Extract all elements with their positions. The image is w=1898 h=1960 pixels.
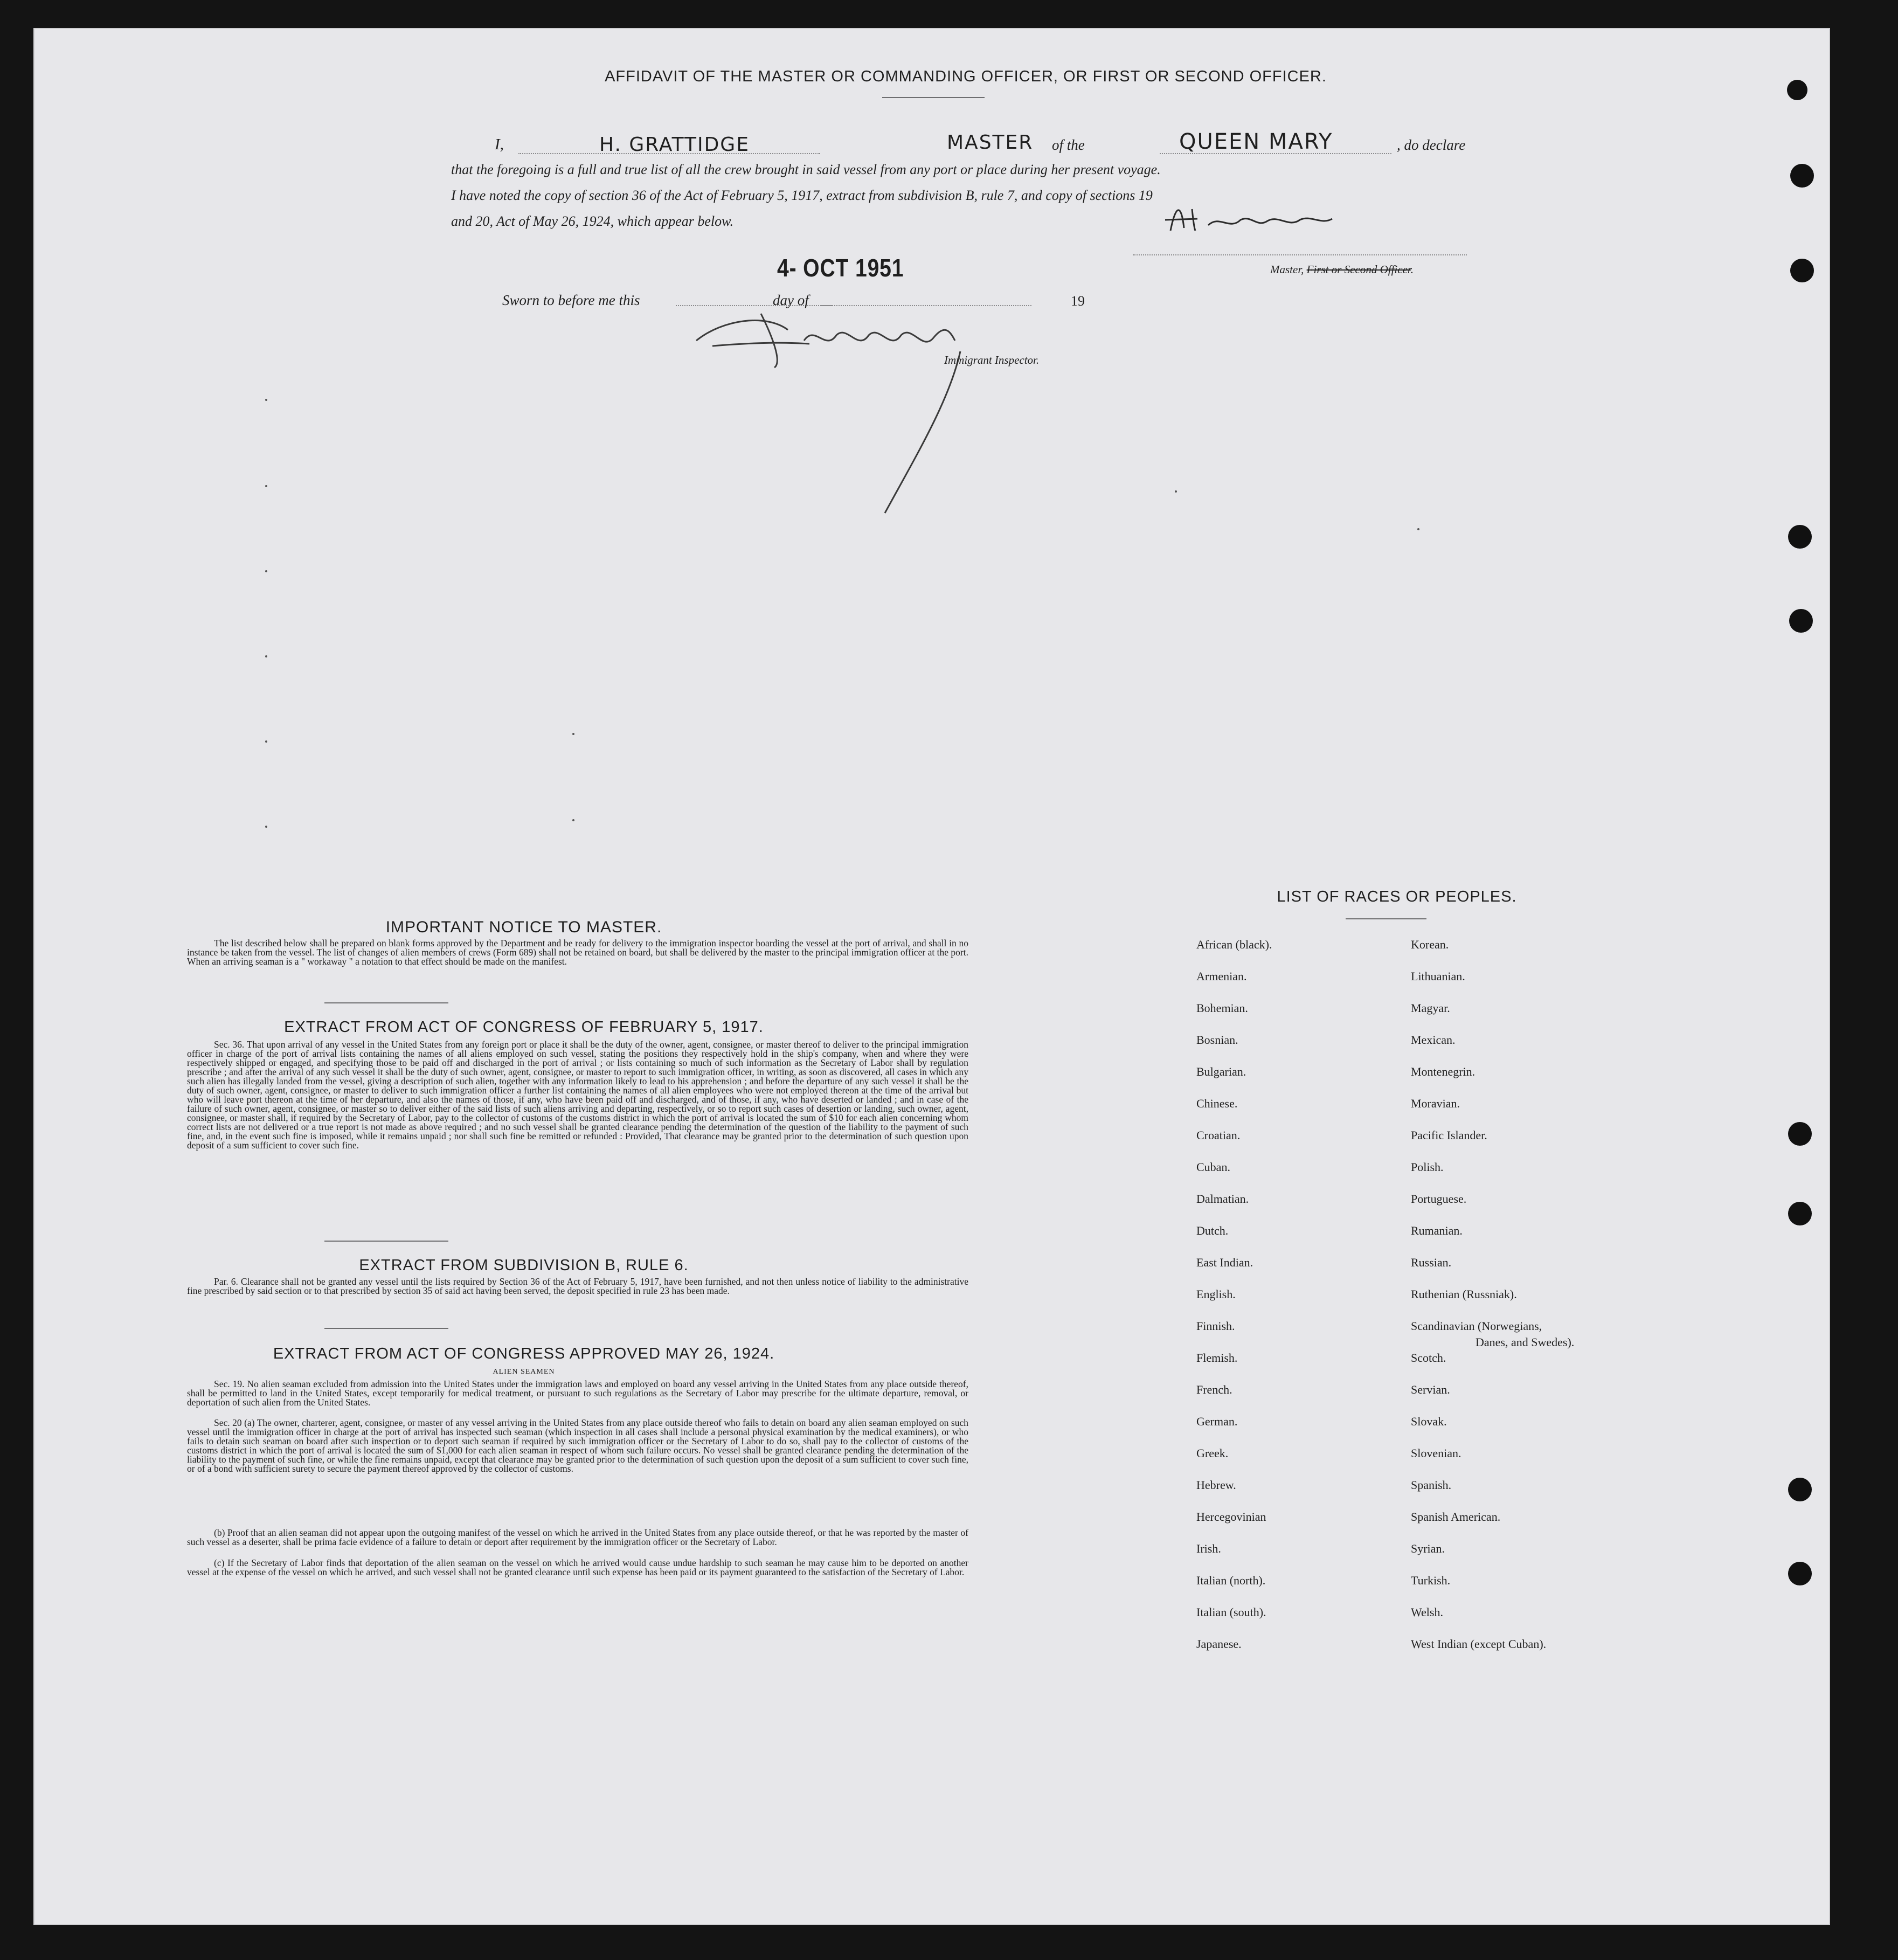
- race-scandinavian-cont: Danes, and Swedes).: [1476, 1335, 1575, 1349]
- speck: [265, 740, 267, 743]
- race-item: Pacific Islander.: [1411, 1128, 1487, 1142]
- race-item: Japanese.: [1196, 1637, 1242, 1651]
- race-item: Bosnian.: [1196, 1033, 1238, 1047]
- races-title: LIST OF RACES OR PEOPLES.: [1277, 888, 1517, 905]
- race-item: Flemish.: [1196, 1351, 1238, 1365]
- speck: [265, 485, 267, 487]
- race-item: Russian.: [1411, 1256, 1452, 1269]
- speck: [265, 655, 267, 657]
- of-the: of the: [1052, 137, 1085, 153]
- race-item: Irish.: [1196, 1542, 1221, 1555]
- race-item: Italian (north).: [1196, 1574, 1266, 1587]
- year-prefix: 19: [1071, 293, 1085, 309]
- race-item: Dalmatian.: [1196, 1192, 1249, 1206]
- punch-hole: [1788, 1478, 1812, 1501]
- sworn-prefix: Sworn to before me this: [502, 292, 640, 308]
- document-page: [33, 28, 1830, 1925]
- race-item: Lithuanian.: [1411, 969, 1465, 983]
- race-item: Armenian.: [1196, 969, 1247, 983]
- race-item: Rumanian.: [1411, 1224, 1463, 1237]
- day-of: day of: [773, 292, 809, 308]
- race-item: Ruthenian (Russniak).: [1411, 1287, 1517, 1301]
- race-item: Scandinavian (Norwegians,: [1411, 1319, 1542, 1333]
- extract-1924-sec19: Sec. 19. No alien seaman excluded from admission into the United States under the immigration laws and employed on board any vessel arriving in the United States from any place outside thereof, shall be permitted to land in the United States, except temporarily for medical treatment, or pursuant to such regulations as the Secretary of Labor may prescribe for the ultimate departure, removal, or deportation of such alien from the United States.: [187, 1379, 968, 1408]
- race-item: Hercegovinian: [1196, 1510, 1266, 1523]
- speck: [265, 570, 267, 572]
- notice-title: IMPORTANT NOTICE TO MASTER.: [385, 918, 662, 936]
- races-rule: [1346, 918, 1426, 919]
- extract-1924-title: EXTRACT FROM ACT OF CONGRESS APPROVED MAY 26, 1924.: [273, 1345, 775, 1362]
- race-item: Croatian.: [1196, 1128, 1241, 1142]
- punch-hole: [1788, 1562, 1812, 1585]
- punch-hole: [1787, 80, 1807, 100]
- do-declare: , do declare: [1397, 137, 1466, 153]
- declaration-line-4: and 20, Act of May 26, 1924, which appear below.: [451, 213, 734, 229]
- extract-1924-sec20a: Sec. 20 (a) The owner, charterer, agent, consignee, or master of any vessel arriving in the United States from any place outside thereof who fails to detain on board any alien seaman employed on such vessel until the immigration officer in charge at the port of arrival has inspected such seaman (which inspection in all cases shall include a personal physical examination by the medical examiners), or who fails to detain such seaman on board after such inspection or to deport such seaman if required by such immigration officer or the Secretary of Labor to do so, shall pay to the collector of customs of the customs district in which the port of arrival is located the sum of $1,000 for each alien seaman in respect of whom such failure occurs. No vessel shall be granted clearance pending the determination of the liability to the payment of such fine, or while the fine remains unpaid, except that clearance may be granted prior to the determination of such question upon the deposit of a sum sufficient to cover such fine, or of a bond with sufficient surety to secure the payment thereof approved by the collector of customs.: [187, 1417, 968, 1474]
- race-item: Portuguese.: [1411, 1192, 1467, 1206]
- declaration-line-2: that the foregoing is a full and true list of all the crew brought in said vessel from any port or place during her present voyage.: [451, 162, 1161, 177]
- extract-rule6-body: Par. 6. Clearance shall not be granted any vessel until the lists required by Section 36 of the Act of February 5, 1917, have been furnished, and not then unless notice of liability to the administrative fine prescribed by said section or to that prescribed by section 35 of said act having been served, the deposit specified in rule 23 has been made.: [187, 1276, 968, 1296]
- punch-hole: [1789, 609, 1813, 633]
- race-item: Slovenian.: [1411, 1446, 1461, 1460]
- punch-hole: [1788, 1122, 1812, 1146]
- race-item: Bohemian.: [1196, 1001, 1248, 1015]
- race-item: Magyar.: [1411, 1001, 1450, 1015]
- section-rule: [324, 1241, 448, 1242]
- master-name: H. GRATTIDGE: [599, 134, 750, 156]
- race-item: Bulgarian.: [1196, 1065, 1246, 1078]
- master-signature: [1160, 198, 1338, 241]
- race-item: Finnish.: [1196, 1319, 1235, 1333]
- speck: [1417, 528, 1419, 530]
- race-item: Korean.: [1411, 938, 1449, 951]
- race-item: Slovak.: [1411, 1415, 1447, 1428]
- inspector-signature: [680, 292, 1014, 529]
- race-item: Welsh.: [1411, 1605, 1443, 1619]
- punch-hole: [1788, 525, 1812, 549]
- section-rule: [324, 1002, 448, 1003]
- race-item: Turkish.: [1411, 1574, 1451, 1587]
- race-item: Hebrew.: [1196, 1478, 1236, 1492]
- inspector-caption: Immigrant Inspector.: [944, 354, 1040, 366]
- race-item: Greek.: [1196, 1446, 1229, 1460]
- punch-hole: [1790, 259, 1814, 282]
- declaration-line-3: I have noted the copy of section 36 of the Act of February 5, 1917, extract from subdivision B, rule 7, and copy of sections 19: [451, 188, 1153, 203]
- race-item: Mexican.: [1411, 1033, 1456, 1047]
- extract-1924-sec20b: (b) Proof that an alien seaman did not appear upon the outgoing manifest of the vessel on which he arrived in the United States from any place outside thereof, or that he was reported by the master of such vessel as a deserter, shall be prima facie evidence of a failure to detain or deport after requirement by the immigration officer or the Secretary of Labor.: [187, 1527, 968, 1547]
- speck: [1175, 490, 1177, 493]
- date-stamp: 4- OCT 1951: [777, 254, 904, 282]
- race-item: German.: [1196, 1415, 1238, 1428]
- extract-1924-sec20c: (c) If the Secretary of Labor finds that deportation of the alien seaman on the vessel on which he arrived would cause undue hardship to such seaman he may cause him to be deported on another vessel at the expense of the vessel on which he arrived, and such vessel shall not be granted clearance until such expense has been paid or its payment guaranteed to the satisfaction of the Secretary of Labor.: [187, 1557, 968, 1577]
- speck: [572, 733, 574, 735]
- punch-hole: [1790, 164, 1814, 188]
- race-item: African (black).: [1196, 938, 1272, 951]
- race-item: Dutch.: [1196, 1224, 1229, 1237]
- master-caption-label: Master,: [1270, 263, 1304, 276]
- extract-1924-subtitle: ALIEN SEAMEN: [493, 1368, 555, 1376]
- pronoun: I,: [495, 136, 504, 153]
- master-caption-struck: First or Second Officer: [1306, 263, 1411, 276]
- master-caption: Master, First or Second Officer.: [1270, 263, 1414, 276]
- vessel-name: QUEEN MARY: [1179, 129, 1333, 154]
- race-item: Chinese.: [1196, 1097, 1238, 1110]
- section-rule: [324, 1328, 448, 1329]
- race-item: Spanish American.: [1411, 1510, 1501, 1523]
- title-rule: [882, 97, 985, 98]
- race-item: Montenegrin.: [1411, 1065, 1476, 1078]
- affidavit-title: AFFIDAVIT OF THE MASTER OR COMMANDING OFFICER, OR FIRST OR SECOND OFFICER.: [605, 68, 1327, 85]
- race-item: French.: [1196, 1383, 1232, 1396]
- race-item: Servian.: [1411, 1383, 1450, 1396]
- extract-1917-body: Sec. 36. That upon arrival of any vessel in the United States from any foreign port or place it shall be the duty of the owner, agent, consignee, or master thereof to deliver to the principal immigration officer in charge of the port of arrival lists containing the names of all aliens employed on such vessel, stating the positions they respectively hold in the ship's company, when and where they were respectively shipped or engaged, and specifying those to be paid off and discharged in the port of arrival ; or lists containing so much of such information as the Secretary of Labor shall by regulation prescribe ; and after the arrival of any such vessel it shall be the duty of such owner, agent, consignee, or master to report to such immigration officer, in writing, as soon as discovered, all cases in which any such alien has illegally landed from the vessel, giving a description of such alien, together with any information likely to lead to his apprehension ; and before the departure of any such vessel it shall be the duty of such owner, agent, consignee, or master to deliver to such immigration officer a further list containing the names of all alien employees who were not employed thereon at the time of the arrival but who will leave port thereon at the time of her departure, and also the names of those, if any, who have been paid off and discharged, and of those, if any, who have deserted or landed ; and in case of the failure of such owner, agent, consignee, or master so to deliver either of the said lists of such aliens arriving and departing, respectively, or so to report such cases of desertion or landing, such owner, agent, consignee, or master shall, if required by the Secretary of Labor, pay to the collector of customs of the customs district in which the port of arrival is located the sum of $10 for each alien concerning whom correct lists are not delivered or a true report is not made as above required ; and no such vessel shall be granted clearance pending the determination of the question of the liability to the payment of such fine, and, in the event such fine is imposed, while it remains unpaid ; nor shall such fine be remitted or refunded : Provided, That clearance may be granted prior to the determination of such question upon deposit of a sum sufficient to cover such fine.: [187, 1039, 968, 1151]
- race-item: English.: [1196, 1287, 1236, 1301]
- extract-rule6-title: EXTRACT FROM SUBDIVISION B, RULE 6.: [359, 1257, 689, 1274]
- notice-body: The list described below shall be prepared on blank forms approved by the Department and be ready for delivery to the immigration inspector boarding the vessel at the port of arrival, and shall in no instance be taken from the vessel. The list of changes of alien members of crews (Form 689) shall not be retained on board, but shall be delivered by the master to the principal immigration officer at the port. When an arriving seaman is a " workaway " a notation to that effect should be made on the manifest.: [187, 938, 968, 967]
- race-item: Syrian.: [1411, 1542, 1445, 1555]
- extract-1917-title: EXTRACT FROM ACT OF CONGRESS OF FEBRUARY 5, 1917.: [284, 1019, 764, 1036]
- race-item: West Indian (except Cuban).: [1411, 1637, 1547, 1651]
- speck: [572, 819, 574, 821]
- race-item: Spanish.: [1411, 1478, 1452, 1492]
- rank: MASTER: [947, 131, 1034, 154]
- speck: [265, 826, 267, 828]
- race-item: East Indian.: [1196, 1256, 1253, 1269]
- race-item: Moravian.: [1411, 1097, 1460, 1110]
- master-signature-line: [1133, 254, 1467, 255]
- race-item: Italian (south).: [1196, 1605, 1266, 1619]
- race-item: Cuban.: [1196, 1160, 1230, 1174]
- race-item: Polish.: [1411, 1160, 1444, 1174]
- punch-hole: [1788, 1202, 1812, 1225]
- race-item: Scotch.: [1411, 1351, 1446, 1365]
- speck: [265, 399, 267, 401]
